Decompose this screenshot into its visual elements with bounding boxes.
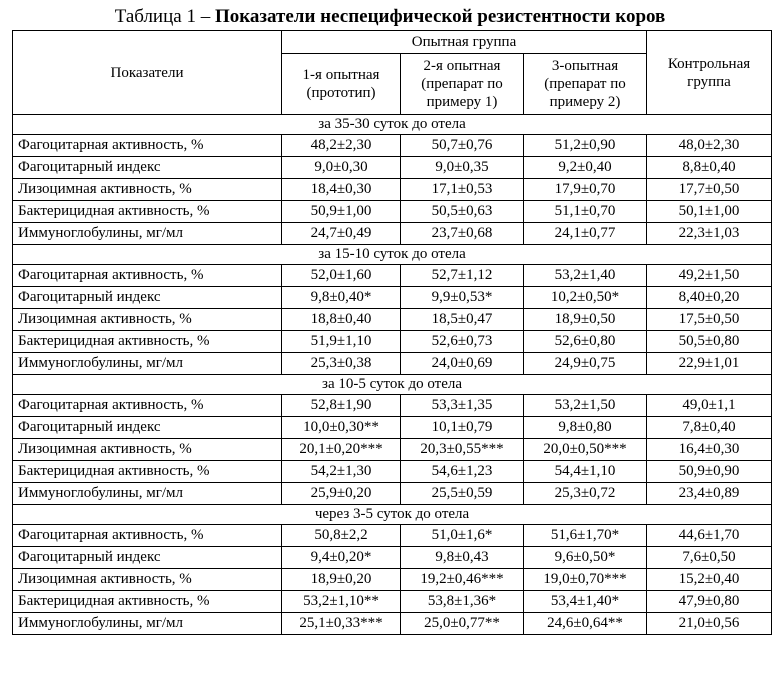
header-indicators: Показатели <box>13 31 282 115</box>
value-cell: 50,1±1,00 <box>647 201 772 223</box>
value-cell: 50,9±1,00 <box>282 201 401 223</box>
value-cell: 50,5±0,80 <box>647 331 772 353</box>
value-cell: 9,4±0,20* <box>282 547 401 569</box>
row-label: Бактерицидная активность, % <box>13 201 282 223</box>
value-cell: 20,1±0,20*** <box>282 439 401 461</box>
value-cell: 53,3±1,35 <box>401 395 524 417</box>
value-cell: 24,7±0,49 <box>282 223 401 245</box>
value-cell: 44,6±1,70 <box>647 525 772 547</box>
value-cell: 8,8±0,40 <box>647 157 772 179</box>
value-cell: 54,2±1,30 <box>282 461 401 483</box>
value-cell: 17,5±0,50 <box>647 309 772 331</box>
row-label: Иммуноглобулины, мг/мл <box>13 353 282 375</box>
value-cell: 16,4±0,30 <box>647 439 772 461</box>
value-cell: 18,9±0,20 <box>282 569 401 591</box>
value-cell: 52,6±0,80 <box>524 331 647 353</box>
value-cell: 18,4±0,30 <box>282 179 401 201</box>
row-label: Фагоцитарная активность, % <box>13 265 282 287</box>
resistance-table <box>12 30 772 635</box>
table-row <box>13 395 772 417</box>
value-cell: 25,0±0,77** <box>401 613 524 635</box>
value-cell: 25,1±0,33*** <box>282 613 401 635</box>
value-cell: 50,9±0,90 <box>647 461 772 483</box>
value-cell: 9,9±0,53* <box>401 287 524 309</box>
row-label: Лизоцимная активность, % <box>13 569 282 591</box>
row-label: Лизоцимная активность, % <box>13 439 282 461</box>
section-title: за 15-10 суток до отела <box>13 245 772 265</box>
row-label: Фагоцитарный индекс <box>13 287 282 309</box>
value-cell: 53,2±1,10** <box>282 591 401 613</box>
value-cell: 7,6±0,50 <box>647 547 772 569</box>
table-row <box>13 461 772 483</box>
section-title: через 3-5 суток до отела <box>13 505 772 525</box>
value-cell: 53,4±1,40* <box>524 591 647 613</box>
value-cell: 25,9±0,20 <box>282 483 401 505</box>
header-experimental-group: Опытная группа <box>282 31 647 54</box>
value-cell: 48,2±2,30 <box>282 135 401 157</box>
row-label: Лизоцимная активность, % <box>13 309 282 331</box>
value-cell: 10,2±0,50* <box>524 287 647 309</box>
header-group-2: 2-я опытная (препарат по примеру 1) <box>401 54 524 115</box>
value-cell: 50,8±2,2 <box>282 525 401 547</box>
table-row <box>13 287 772 309</box>
value-cell: 8,40±0,20 <box>647 287 772 309</box>
section-row <box>13 115 772 135</box>
value-cell: 24,1±0,77 <box>524 223 647 245</box>
row-label: Лизоцимная активность, % <box>13 179 282 201</box>
value-cell: 25,3±0,72 <box>524 483 647 505</box>
row-label: Фагоцитарный индекс <box>13 157 282 179</box>
row-label: Фагоцитарный индекс <box>13 417 282 439</box>
value-cell: 22,9±1,01 <box>647 353 772 375</box>
value-cell: 18,9±0,50 <box>524 309 647 331</box>
value-cell: 9,0±0,35 <box>401 157 524 179</box>
value-cell: 23,4±0,89 <box>647 483 772 505</box>
table-row <box>13 525 772 547</box>
value-cell: 53,8±1,36* <box>401 591 524 613</box>
table-row <box>13 265 772 287</box>
value-cell: 50,7±0,76 <box>401 135 524 157</box>
header-group-1: 1-я опытная (прототип) <box>282 54 401 115</box>
value-cell: 21,0±0,56 <box>647 613 772 635</box>
value-cell: 52,7±1,12 <box>401 265 524 287</box>
table-body <box>13 115 772 635</box>
value-cell: 17,1±0,53 <box>401 179 524 201</box>
section-title: за 35-30 суток до отела <box>13 115 772 135</box>
value-cell: 51,1±0,70 <box>524 201 647 223</box>
value-cell: 22,3±1,03 <box>647 223 772 245</box>
value-cell: 23,7±0,68 <box>401 223 524 245</box>
value-cell: 9,6±0,50* <box>524 547 647 569</box>
value-cell: 53,2±1,50 <box>524 395 647 417</box>
value-cell: 52,6±0,73 <box>401 331 524 353</box>
table-row <box>13 179 772 201</box>
value-cell: 18,5±0,47 <box>401 309 524 331</box>
value-cell: 49,2±1,50 <box>647 265 772 287</box>
row-label: Фагоцитарный индекс <box>13 547 282 569</box>
section-row <box>13 375 772 395</box>
value-cell: 54,6±1,23 <box>401 461 524 483</box>
value-cell: 18,8±0,40 <box>282 309 401 331</box>
section-title: за 10-5 суток до отела <box>13 375 772 395</box>
table-row <box>13 439 772 461</box>
caption-prefix: Таблица 1 – <box>114 6 215 27</box>
table-row <box>13 569 772 591</box>
value-cell: 49,0±1,1 <box>647 395 772 417</box>
value-cell: 24,6±0,64** <box>524 613 647 635</box>
value-cell: 15,2±0,40 <box>647 569 772 591</box>
row-label: Фагоцитарная активность, % <box>13 135 282 157</box>
table-row <box>13 417 772 439</box>
value-cell: 10,0±0,30** <box>282 417 401 439</box>
value-cell: 24,0±0,69 <box>401 353 524 375</box>
row-label: Фагоцитарная активность, % <box>13 395 282 417</box>
value-cell: 19,2±0,46*** <box>401 569 524 591</box>
table-row <box>13 353 772 375</box>
value-cell: 10,1±0,79 <box>401 417 524 439</box>
value-cell: 51,6±1,70* <box>524 525 647 547</box>
value-cell: 47,9±0,80 <box>647 591 772 613</box>
row-label: Бактерицидная активность, % <box>13 591 282 613</box>
table-row <box>13 331 772 353</box>
value-cell: 50,5±0,63 <box>401 201 524 223</box>
caption-title: Показатели неспецифической резистентности коров <box>214 6 666 27</box>
value-cell: 20,3±0,55*** <box>401 439 524 461</box>
value-cell: 17,9±0,70 <box>524 179 647 201</box>
table-row <box>13 157 772 179</box>
row-label: Бактерицидная активность, % <box>13 331 282 353</box>
table-row <box>13 201 772 223</box>
table-row <box>13 135 772 157</box>
header-row-top <box>13 31 772 54</box>
value-cell: 52,8±1,90 <box>282 395 401 417</box>
table-row <box>13 223 772 245</box>
header-group-3: 3-опытная (препарат по примеру 2) <box>524 54 647 115</box>
value-cell: 52,0±1,60 <box>282 265 401 287</box>
value-cell: 51,9±1,10 <box>282 331 401 353</box>
value-cell: 7,8±0,40 <box>647 417 772 439</box>
row-label: Иммуноглобулины, мг/мл <box>13 223 282 245</box>
value-cell: 9,8±0,43 <box>401 547 524 569</box>
table-row <box>13 309 772 331</box>
value-cell: 9,2±0,40 <box>524 157 647 179</box>
value-cell: 53,2±1,40 <box>524 265 647 287</box>
section-row <box>13 505 772 525</box>
value-cell: 9,0±0,30 <box>282 157 401 179</box>
row-label: Иммуноглобулины, мг/мл <box>13 483 282 505</box>
row-label: Фагоцитарная активность, % <box>13 525 282 547</box>
table-row <box>13 613 772 635</box>
value-cell: 17,7±0,50 <box>647 179 772 201</box>
section-row <box>13 245 772 265</box>
value-cell: 51,2±0,90 <box>524 135 647 157</box>
row-label: Иммуноглобулины, мг/мл <box>13 613 282 635</box>
table-row <box>13 591 772 613</box>
value-cell: 25,3±0,38 <box>282 353 401 375</box>
value-cell: 24,9±0,75 <box>524 353 647 375</box>
row-label: Бактерицидная активность, % <box>13 461 282 483</box>
value-cell: 48,0±2,30 <box>647 135 772 157</box>
value-cell: 9,8±0,40* <box>282 287 401 309</box>
table-row <box>13 483 772 505</box>
value-cell: 51,0±1,6* <box>401 525 524 547</box>
header-control-group: Контрольная группа <box>647 31 772 115</box>
table-row <box>13 547 772 569</box>
value-cell: 9,8±0,80 <box>524 417 647 439</box>
value-cell: 20,0±0,50*** <box>524 439 647 461</box>
value-cell: 19,0±0,70*** <box>524 569 647 591</box>
value-cell: 54,4±1,10 <box>524 461 647 483</box>
table-caption <box>0 5 780 29</box>
value-cell: 25,5±0,59 <box>401 483 524 505</box>
